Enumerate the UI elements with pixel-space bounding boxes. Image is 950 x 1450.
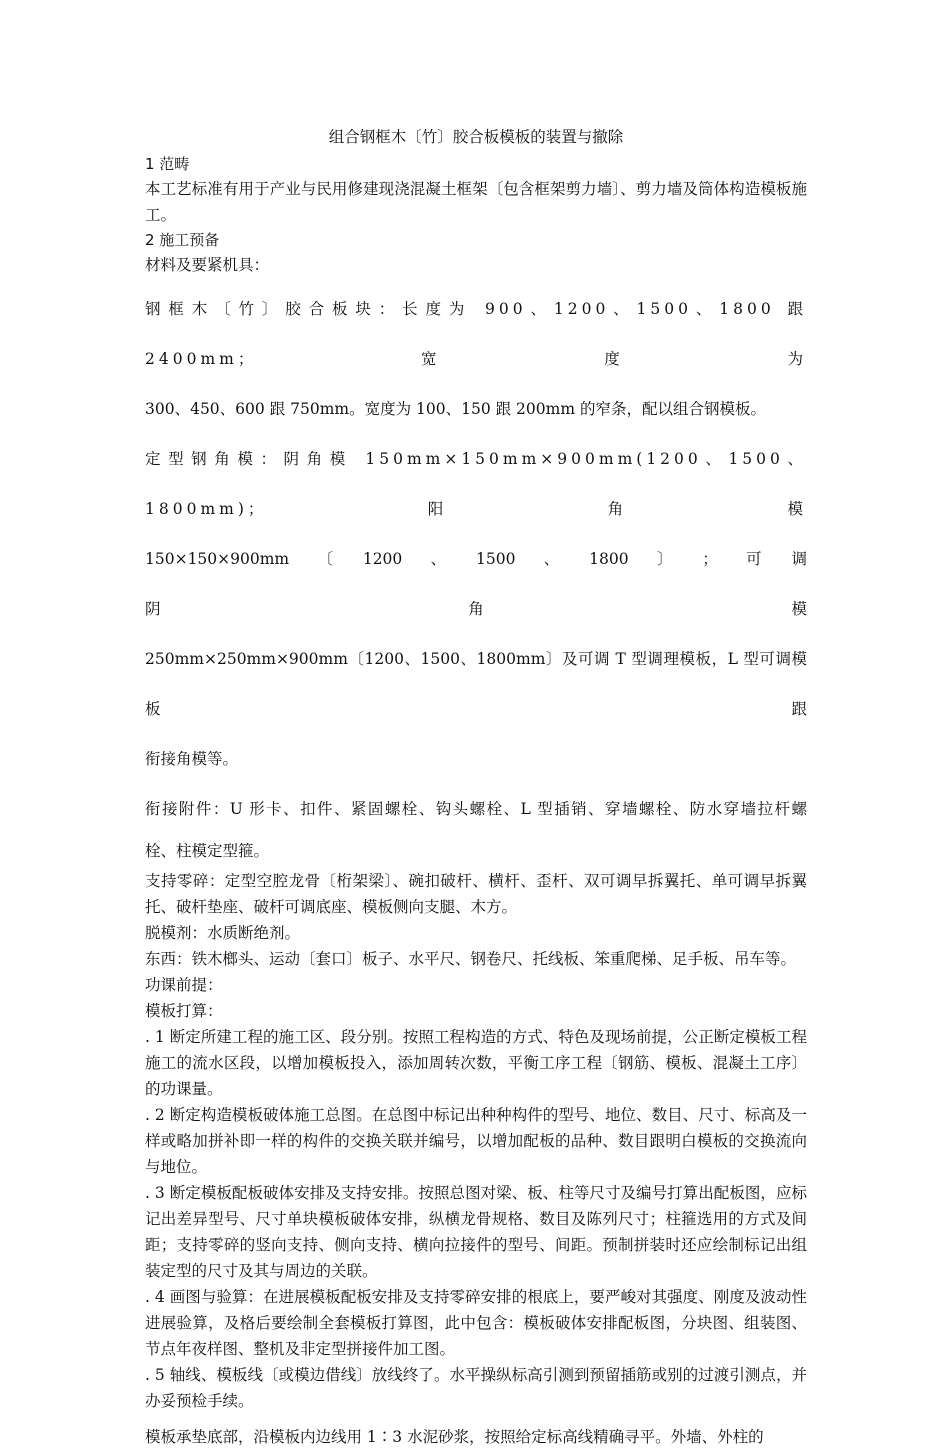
section-heading-scope: 1 范畴 [145,155,190,173]
formwork-plan-label: 模板打算： [145,1002,223,1020]
board-paragraph-line-2: 300、450、600 跟 750mm。宽度为 100、150 跟 200mm 的窄条，配以组合钢模板。 [145,400,766,418]
support-paragraph: 支持零碎：定型空腔龙骨〔桁架梁〕、碗扣破杆、横杆、歪杆、双可调早拆翼托、单可调早拆翼托、破杆垫座、破杆可调底座、模板侧向支腿、木方。 [145,872,807,916]
angle-paragraph-line-1: 定型钢角模：阴角模 150mm×150mm×900mm(1200、1500、1800mm)；阳角模 [145,450,807,518]
connector-paragraph-line-1: 衔接附件：U 形卡、扣件、紧固螺栓、钩头螺栓、L 型插销、穿墙螺栓、防水穿墙拉杆螺 [145,800,807,818]
angle-paragraph-line-2: 150×150×900mm 〔 1200 、 1500 、 1800 〕 ； 可 调 阴 角 模 [145,550,807,618]
angle-paragraph-line-4: 衔接角模等。 [145,750,239,768]
materials-label: 材料及要紧机具： [145,256,270,274]
scope-paragraph: 本工艺标准有用于产业与民用修建现浇混凝土框架〔包含框架剪力墙〕、剪力墙及筒体构造模板施工。 [145,180,807,224]
plan-item-5: . 5 轴线、模板线〔或模边借线〕放线终了。水平操纵标高引测到预留插筋或别的过渡引测点，并办妥预检手续。 [145,1366,807,1410]
plan-item-3: . 3 断定模板配板破体安排及支持安排。按照总图对梁、板、柱等尺寸及编号打算出配板图，应标记出差异型号、尺寸单块模板破体安排，纵横龙骨规格、数目及陈列尺寸；柱箍选用的方式及间距；支持零碎的竖向支持、侧向支持、横向拉接件的型号、间距。预制拼装时还应绘制标记出组装定型的尺寸及其与周边的关联。 [145,1184,807,1280]
angle-paragraph-line-3: 250mm×250mm×900mm〔1200、1500、1800mm〕及可调 T 型调理模板，L 型可调模板跟 [145,650,807,718]
plan-item-4: . 4 画图与验算：在进展模板配板安排及支持零碎安排的根底上，要严峻对其强度、刚度及波动性进展验算，及格后要绘制全套模板打算图，此中包含：模板破体安排配板图，分块图、组装图、节点年夜样图、整机及非定型拼接件加工图。 [145,1288,807,1358]
plan-item-2: . 2 断定构造模板破体施工总图。在总图中标记出种种构件的型号、地位、数目、尺寸、标高及一样或略加拼补即一样的构件的交换关联并编号，以增加配板的品种、数目跟明白模板的交换流向与地位。 [145,1106,807,1176]
board-paragraph-line-1: 钢框木〔竹〕胶合板块：长度为 900、1200、1500、1800 跟 2400mm；宽度为 [145,300,807,368]
base-paragraph: 模板承垫底部，沿模板内边线用 1∶3 水泥砂浆，按照给定标高线精确寻平。外墙、外柱的 [145,1428,764,1446]
release-agent-paragraph: 脱模剂：水质断绝剂。 [145,924,301,942]
connector-paragraph-line-2: 栓、柱模定型箍。 [145,842,270,860]
prerequisites-label: 功课前提： [145,976,223,994]
section-heading-preparation: 2 施工预备 [145,231,220,249]
tools-paragraph: 东西：铁木榔头、运动〔套口〕板子、水平尺、钢卷尺、托线板、笨重爬梯、足手板、吊车等。 [145,950,797,968]
plan-item-1: . 1 断定所建工程的施工区、段分别。按照工程构造的方式、特色及现场前提，公正断定模板工程施工的流水区段，以增加模板投入，添加周转次数，平衡工序工程〔钢筋、模板、混凝土工序〕的功课量。 [145,1028,807,1098]
document-body [145,124,807,1450]
document-title: 组合钢框木〔竹〕胶合板模板的装置与撤除 [328,128,624,146]
